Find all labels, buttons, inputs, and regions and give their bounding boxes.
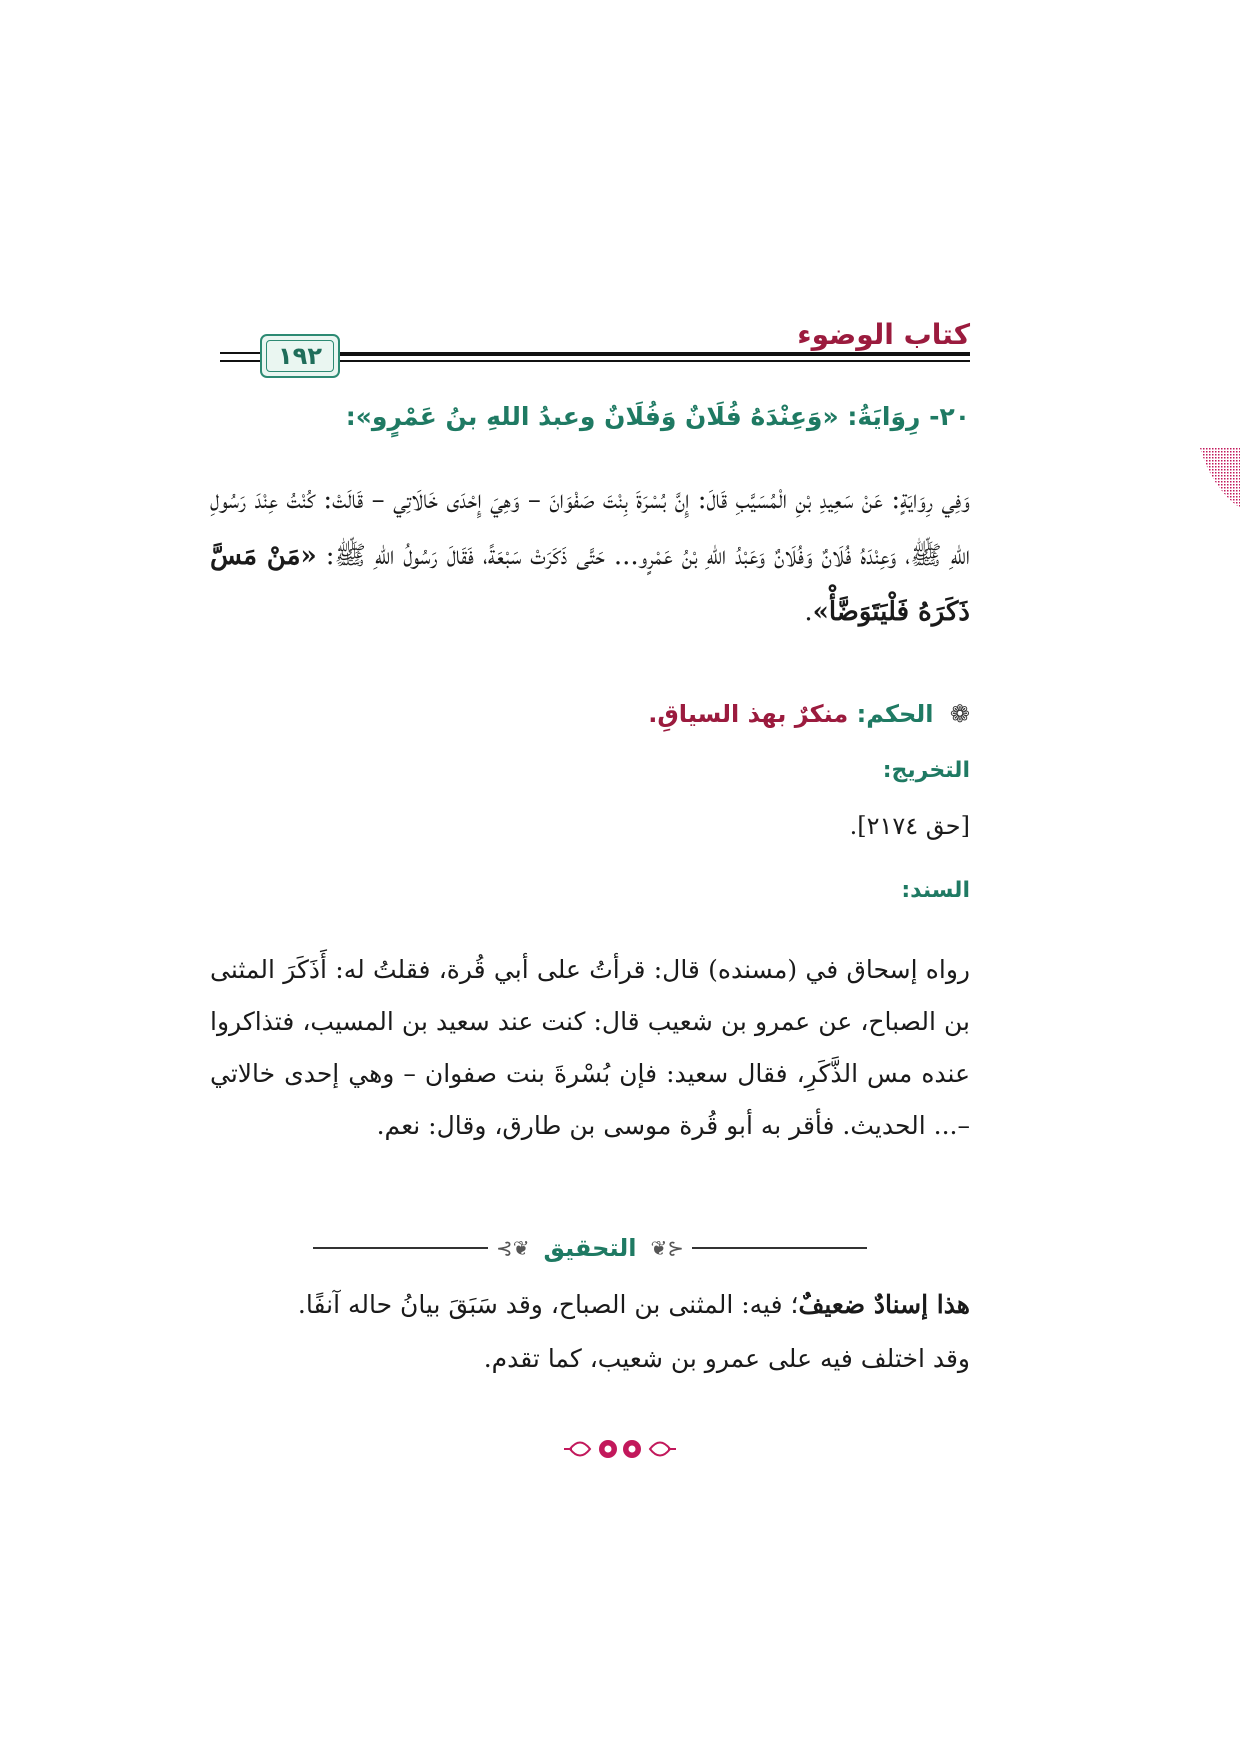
- divider-line-left: [313, 1247, 488, 1249]
- divider-ornament-icon: ⊰❦: [495, 1236, 530, 1260]
- ruling-line: [210, 700, 970, 728]
- sanad-text: رواه إسحاق في (مسنده) قال: قرأتُ على أبي قُرة، فقلتُ له: أَذَكَرَ المثنى بن الصباح، عن عمرو بن شعيب قال: كنت عند سعيد بن المسيب، فتذاكروا عنده مس الذَّكَرِ، فقال سعيد: فإن بُسْرةَ بنت صفوان – وهي إحدى خالاتي –... الحديث. فأقر به أبو قُرة موسى بن طارق، وقال: نعم.: [210, 955, 970, 1140]
- ruling-value: منكرٌ بهذ السياقِ.: [648, 700, 849, 728]
- tahqiq-divider: [210, 1228, 970, 1268]
- verdict-note: وقد اختلف فيه على عمرو بن شعيب، كما تقدم.: [483, 1344, 970, 1373]
- sanad-label: السند:: [901, 878, 970, 903]
- section-heading: ٢٠- رِوَايَةُ: «وَعِنْدَهُ فُلَانٌ وَفُلَانٌ وعبدُ اللهِ بنُ عَمْرٍو»:: [345, 402, 970, 431]
- verdict-bold: هذا إسنادٌ ضعيفٌ: [798, 1290, 970, 1319]
- tahqiq-title: التحقيق: [543, 1234, 637, 1262]
- corner-ornament-icon: [1200, 448, 1240, 508]
- book-title: كتاب الوضوء: [797, 318, 970, 351]
- takhrij-label: التخريج:: [882, 758, 970, 783]
- divider-line-right: [692, 1247, 867, 1249]
- header-rule-bottom: [336, 360, 970, 362]
- narration-body: وَفِي رِوَايَةٍ: عَنْ سَعِيدِ بْنِ الْمُسَيَّبِ قَالَ: إِنَّ بُسْرَةَ بِنْتَ صَفْوَانَ – وَهِيَ إِحْدَى خَالَاتِي – قَالَتْ: كُنْتُ عِنْدَ رَسُولِ اللهِ ﷺ، وَعِنْدَهُ فُلَانٌ وَفُلَانٌ وَعَبْدُ اللهِ بْنُ عَمْرٍو... حَتَّى ذَكَرَتْ سَبْعَةً، فَقَالَ رَسُولُ اللهِ ﷺ:: [210, 485, 971, 571]
- ruling-label: الحكم:: [856, 700, 934, 728]
- takhrij-reference: [حق ٢١٧٤].: [849, 812, 970, 840]
- header-rule-left-top: [220, 352, 260, 354]
- header-rule-left-bottom: [220, 360, 260, 362]
- narration-end: .: [804, 597, 813, 627]
- floral-ornament-icon: [560, 1432, 680, 1466]
- prophetic-quote: «مَنْ مَسَّ ذَكَرَهُ فَلْيَتَوَضَّأْ»: [210, 541, 970, 627]
- page-number-badge: [260, 334, 340, 378]
- flower-icon: ❁: [949, 700, 970, 728]
- divider-ornament-icon: ❦⊱: [650, 1236, 685, 1260]
- tahqiq-verdict: [210, 1278, 970, 1386]
- header-rule-top: [336, 352, 970, 356]
- verdict-line: [210, 1278, 970, 1332]
- verdict-rest: ؛ فيه: المثنى بن الصباح، وقد سَبَقَ بيانُ حاله آنفًا.: [297, 1290, 799, 1319]
- page-number: ١٩٢: [278, 342, 322, 370]
- narration-text: [210, 472, 970, 640]
